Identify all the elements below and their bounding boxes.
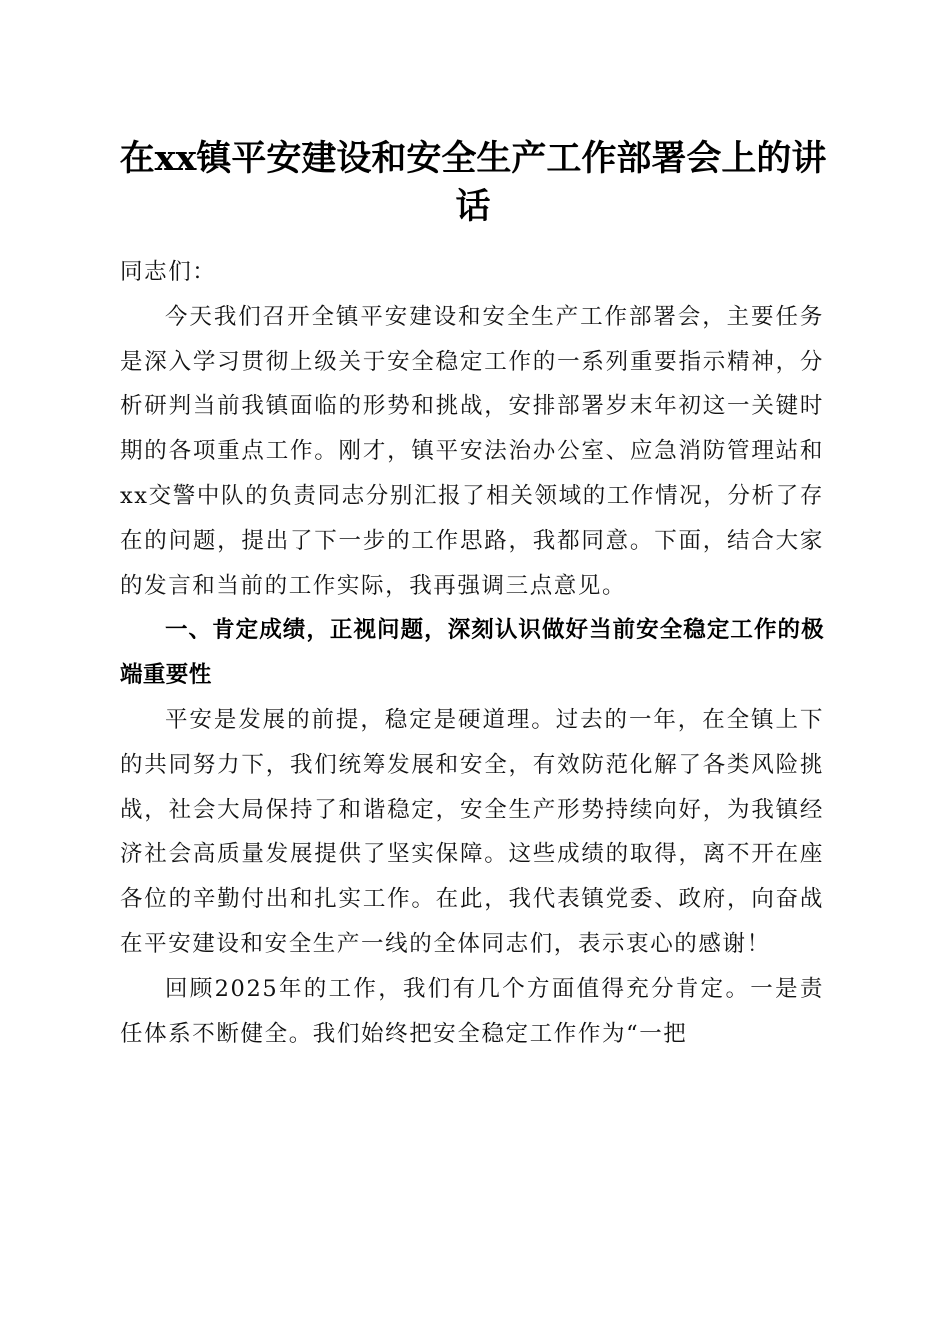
document-title: 在xx镇平安建设和安全生产工作部署会上的讲话 [119, 138, 827, 227]
section-heading-1: 一、肯定成绩，正视问题，深刻认识做好当前安全稳定工作的极端重要性 [120, 617, 824, 689]
salutation: 同志们： [120, 259, 217, 285]
paragraph-achievements: 平安是发展的前提，稳定是硬道理。过去的一年，在全镇上下的共同努力下，我们统筹发展和安全，有效防范化解了各类风险挑战，社会大局保持了和谐稳定，安全生产形势持续向好，为我镇经济社会高质量发展提供了坚实保障。这些成绩的取得，离不开在座各位的辛勤付出和扎实工作。在此，我代表镇党委、政府，向奋战在平安建设和安全生产一线的全体同志们，表示衷心的感谢！ [120, 706, 824, 957]
paragraph-review: 回顾2025年的工作，我们有几个方面值得充分肯定。一是责任体系不断健全。我们始终把安全稳定工作作为“一把 [120, 975, 824, 1047]
document-body [120, 250, 824, 1056]
paragraph-intro: 今天我们召开全镇平安建设和安全生产工作部署会，主要任务是深入学习贯彻上级关于安全稳定工作的一系列重要指示精神，分析研判当前我镇面临的形势和挑战，安排部署岁末年初这一关键时期的各项重点工作。刚才，镇平安法治办公室、应急消防管理站和xx交警中队的负责同志分别汇报了相关领域的工作情况，分析了存在的问题，提出了下一步的工作思路，我都同意。下面，结合大家的发言和当前的工作实际，我再强调三点意见。 [120, 303, 824, 599]
